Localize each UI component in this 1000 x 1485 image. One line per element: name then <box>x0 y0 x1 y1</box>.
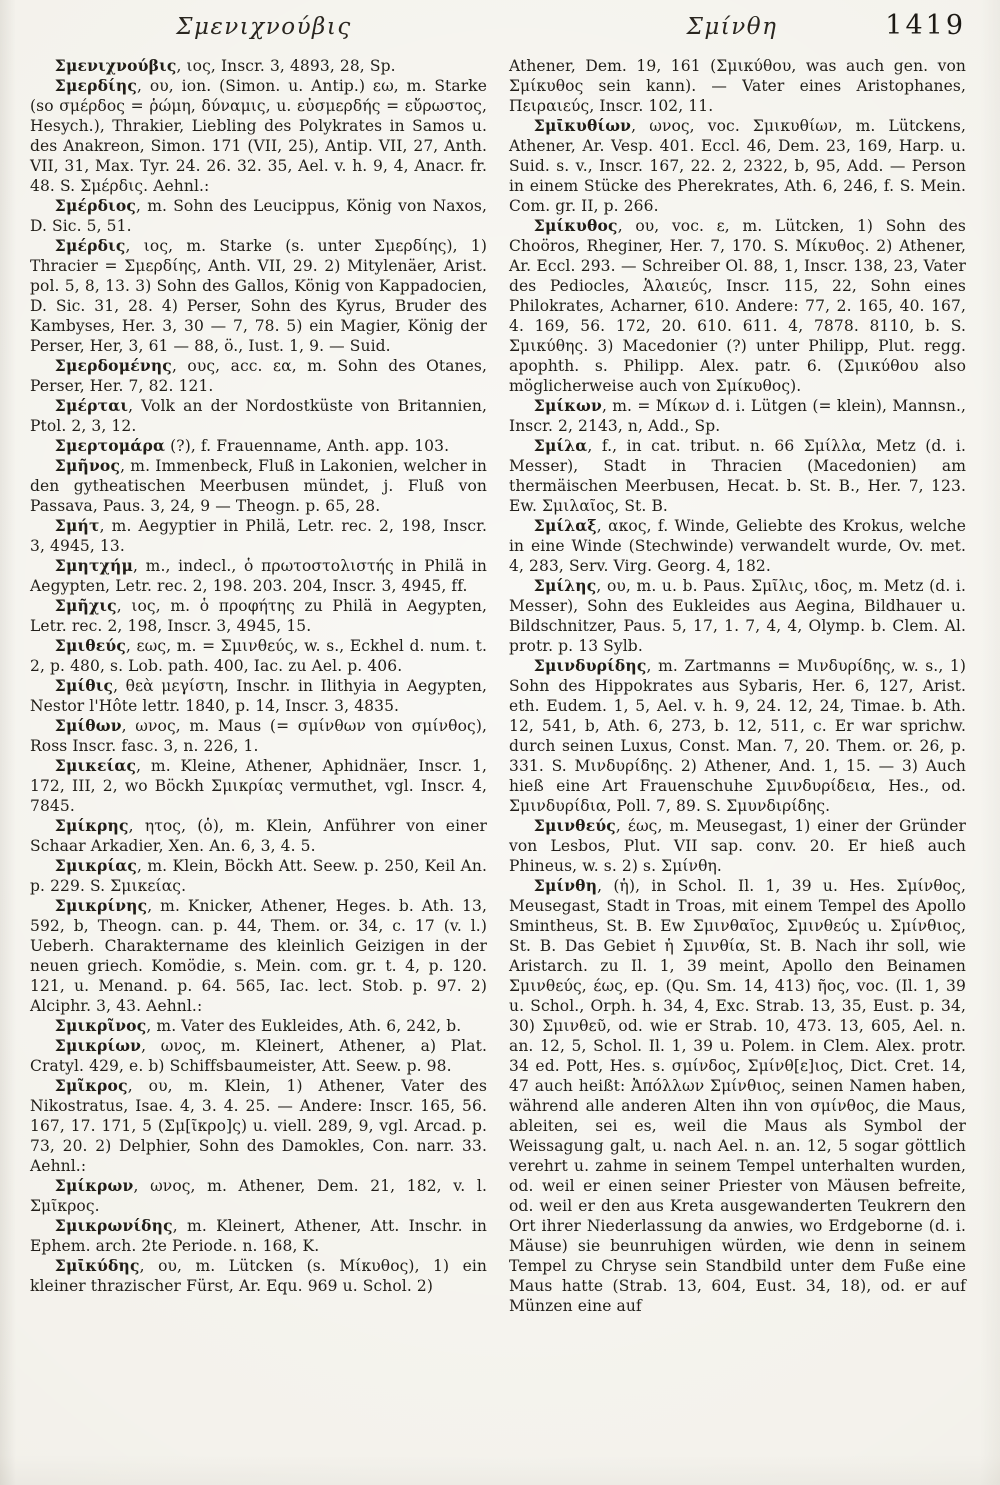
dictionary-entry <box>509 876 966 1316</box>
entry-text: , ακος, f. Winde, Geliebte des Krokus, welche in eine Winde (Stechwinde) verwandelt wurde, Ov. met. 4, 283, Serv. Virg. Georg. 4, 182. <box>509 517 966 575</box>
entry-text: , m. Aegyptier in Philä, Letr. rec. 2, 198, Inscr. 3, 4945, 13. <box>30 517 487 555</box>
entry-headword: Σμίλης <box>533 576 597 595</box>
entry-text: , m. Vater des Eukleides, Ath. 6, 242, b. <box>146 1017 462 1035</box>
entry-text: , ου, m. Klein, 1) Athener, Vater des Nikostratus, Isae. 4, 3. 4. 25. — Andere: Inscr. 165, 56. 167, 17. 171, 5 (Σμ[ῖκρο]ς) u. viell. 289, 9, vgl. Arcad. p. 73, 20. 2) Delphier, Sohn des Damokles, Con. narr. 33. Aehnl.: <box>30 1077 487 1175</box>
dictionary-entry <box>30 1076 487 1176</box>
entry-headword: Σμητχήμ <box>54 556 134 575</box>
entry-headword: Σμίκρων <box>54 1176 134 1195</box>
entry-headword: Σμίθων <box>54 716 122 735</box>
dictionary-entry <box>30 856 487 896</box>
running-head-left-cell <box>30 14 498 40</box>
running-head-left-keyword: Σμενιχνούβις <box>176 14 352 40</box>
dictionary-entry <box>30 1256 487 1296</box>
entry-headword: Σμέρδιος <box>54 196 137 215</box>
right-column <box>509 56 966 1316</box>
entry-text: , m. Knicker, Athener, Heges. b. Ath. 13, 592, b, Theogn. can. p. 44, Them. or. 34, c. 17 (v. l.) Ueberh. Charaktername des kleinlich Geizigen in der neuen griech. Komödie, s. Mein. com. gr. t. 4, p. 120. 121, u. Menand. p. 64. 565, Iac. lect. Stob. p. 97. 2) Alciphr. 3, 43. Aehnl.: <box>30 897 487 1015</box>
entry-headword: Σμίκων <box>533 396 602 415</box>
dictionary-entry <box>30 556 487 596</box>
entry-text: , m., indecl., ὁ πρωτοστολιστής in Philä in Aegypten, Letr. rec. 2, 198. 203. 204, Inscr. 3, 4945, ff. <box>30 557 487 595</box>
entry-text: , ου, m. u. b. Paus. Σμῖλις, ιδος, m. Metz (d. i. Messer), Sohn des Eukleides aus Aegina, Bildhauer u. Bildschnitzer, Paus. 5, 17, 1. 7, 4, 4, Olymp. b. Clem. Al. protr. p. 13 Sylb. <box>509 577 966 655</box>
entry-text: , ου, m. Lütcken (s. Μίκυθος), 1) ein kleiner thrazischer Fürst, Ar. Equ. 969 u. Schol. 2) <box>30 1257 487 1295</box>
dictionary-entry <box>30 1176 487 1216</box>
dictionary-entry <box>30 896 487 1016</box>
dictionary-entry <box>30 1216 487 1256</box>
entry-text: , m. Klein, Böckh Att. Seew. p. 250, Keil An. p. 229. S. Σμικείας. <box>30 857 487 895</box>
entry-text: , εως, m. = Σμινθεύς, w. s., Eckhel d. num. t. 2, p. 480, s. Lob. path. 400, Iac. zu Ael. p. 406. <box>30 637 487 675</box>
entry-headword: Σμινθεύς <box>533 816 616 835</box>
entry-headword: Σμικρίας <box>54 856 137 875</box>
entry-text: Athener, Dem. 19, 161 (Σμικύθου, was auch gen. von Σμίκυθος sein kann). — Vater eines Aristophanes, Πειραιεύς, Inscr. 102, 11. <box>509 57 966 115</box>
entry-headword: Σμικρίνης <box>54 896 148 915</box>
dictionary-entry <box>30 236 487 356</box>
entry-headword: Σμικείας <box>54 756 137 775</box>
entry-headword: Σμικρῖνος <box>54 1016 147 1035</box>
entry-headword: Σμέρδις <box>54 236 126 255</box>
entry-headword: Σμῆνος <box>54 456 121 475</box>
dictionary-entry <box>30 76 487 196</box>
dictionary-entry <box>30 596 487 636</box>
entry-headword: Σμίθις <box>54 676 114 695</box>
dictionary-entry <box>30 396 487 436</box>
entry-text: , ωνος, m. Maus (= σμίνθων von σμίνθος), Ross Inscr. fasc. 3, n. 226, 1. <box>30 717 487 755</box>
entry-text: , m. Kleine, Athener, Aphidnäer, Inscr. 1, 172, III, 2, wo Böckh Σμικρίας vermuthet, vgl. Inscr. 4, 7845. <box>30 757 487 815</box>
entry-text: , m. = Μίκων d. i. Lütgen (= klein), Mannsn., Inscr. 2, 2143, n, Add., Sp. <box>509 397 966 435</box>
entry-headword: Σμενιχνούβις <box>54 56 177 75</box>
entry-text: , ωνος, m. Kleinert, Athener, a) Plat. Cratyl. 429, e. b) Schiffsbaumeister, Att. Seew. p. 98. <box>30 1037 487 1075</box>
entry-headword: Σμερτομάρα <box>54 436 166 455</box>
dictionary-entry <box>509 576 966 656</box>
entry-text: , ιος, Inscr. 3, 4893, 28, Sp. <box>176 57 396 75</box>
dictionary-entry <box>509 216 966 396</box>
entry-headword: Σμίκυθος <box>533 216 618 235</box>
entry-text: , f., in cat. tribut. n. 66 Σμίλλα, Metz (d. i. Messer), Stadt in Thracien (Macedonien) am thermäischen Meerbusen, Hecat. b. St. B., Her. 7, 123. Ew. Σμιλαῖος, St. B. <box>509 437 966 515</box>
text-columns <box>0 44 1000 1316</box>
entry-text: , ου, ion. (Simon. u. Antip.) εω, m. Starke (so σμέρδος = ῥώμη, δύναμις, u. εὐσμερδής = εὔρωστος, Hesych.), Thrakier, Liebling des Polykrates in Samos u. des Anakreon, Simon. 171 (VII, 25), Antip. VII, 27, Anth. VII, 31, Max. Tyr. 24. 26. 32. 35, Ael. v. h. 9, 4, Anacr. fr. 48. S. Σμέρδις. Aehnl.: <box>30 77 487 195</box>
entry-headword: Σμίλα <box>533 436 588 455</box>
dictionary-entry <box>509 816 966 876</box>
entry-headword: Σμίλαξ <box>533 516 597 535</box>
left-column <box>30 56 487 1316</box>
dictionary-entry <box>509 56 966 116</box>
dictionary-entry <box>30 676 487 716</box>
dictionary-entry <box>509 116 966 216</box>
entry-text: , ητος, (ὁ), m. Klein, Anführer von einer Schaar Arkadier, Xen. An. 6, 3, 4. 5. <box>30 817 487 855</box>
dictionary-entry <box>30 1016 487 1036</box>
dictionary-entry <box>30 436 487 456</box>
dictionary-entry <box>30 196 487 236</box>
entry-headword: Σμερδίης <box>54 76 137 95</box>
running-head-right-cell <box>498 10 966 41</box>
entry-text: , (ἡ), in Schol. Il. 1, 39 u. Hes. Σμίνθος, Meusegast, Stadt in Troas, mit einem Tempel des Apollo Smintheus, St. B. Ew Σμινθαῖος, Σμινθεύς u. Σμίνθιος, St. B. Das Gebiet ἡ Σμινθία, St. B. Nach ihr soll, wie Aristarch. zu Il. 1, 39 meint, Apollo den Beinamen Σμινθεύς, έως, ep. (Qu. Sm. 14, 413) ῆος, voc. (Il. 1, 39 u. Schol., Orph. h. 34, 4, Exc. Strab. 13, 35, Eust. p. 34, 30) Σμινθεῦ, od. wie er Strab. 10, 473. 13, 605, Ael. n. an. 12, 5, Schol. Il. 1, 39 u. Polem. in Clem. Alex. protr. 34 ed. Pott, Hes. s. σμίνδος, Σμίνθ[ε]ιος, Dict. Cret. 14, 47 auch heißt: Ἀπόλλων Σμίνθιος, seinen Namen haben, während alle anderen Alten ihn von σμίνθος, die Maus, ableiten, sei es, weil die Maus als Symbol der Weissagung galt, u. nach Ael. n. an. 12, 5 sogar göttlich verehrt u. zahme in seinem Tempel unterhalten wurden, od. weil er einen seiner Priester von Mäusen befreite, od. weil er den aus Kreta ausgewanderten Teukrern den Ort ihrer Niederlassung da anwies, wo Erdgeborne (d. i. Mäuse) sie beunruhigen würden, wie denn in seinem Tempel zu Chryse sein Standbild unter dem Fuße eine Maus hatte (Strab. 13, 604, Eust. 34, 18), od. er auf Münzen eine auf <box>509 877 966 1315</box>
running-header <box>0 0 1000 44</box>
dictionary-entry <box>30 636 487 676</box>
entry-text: , ιος, m. ὁ προφήτης zu Philä in Aegypten, Letr. rec. 2, 198, Inscr. 3, 4945, 15. <box>30 597 487 635</box>
entry-headword: Σμινδυρίδης <box>533 656 647 675</box>
entry-text: , θεὰ μεγίστη, Inschr. in Ilithyia in Aegypten, Nestor l'Hôte lettr. 1840, p. 14, Inscr. 3, 4835. <box>30 677 487 715</box>
entry-headword: Σμῖκρος <box>54 1076 128 1095</box>
dictionary-entry <box>30 1036 487 1076</box>
entry-text: , m. Sohn des Leucippus, König von Naxos, D. Sic. 5, 51. <box>30 197 487 235</box>
entry-text: , ωνος, voc. Σμικυθίων, m. Lütckens, Athener, Ar. Vesp. 401. Eccl. 46, Dem. 23, 169, Harp. u. Suid. s. v., Inscr. 167, 22. 2, 2322, b, 95, Add. — Person in einem Stücke des Pherekrates, Ath. 6, 246, f. S. Mein. Com. gr. II, p. 266. <box>509 117 966 215</box>
entry-headword: Σμίνθη <box>533 876 598 895</box>
dictionary-entry <box>509 656 966 816</box>
dictionary-entry <box>30 456 487 516</box>
entry-text: , m. Immenbeck, Fluß in Lakonien, welcher in den gytheatischen Meerbusen mündet, j. Fluß von Passava, Paus. 3, 24, 9 — Theogn. p. 65, 28. <box>30 457 487 515</box>
entry-headword: Σμικρίων <box>54 1036 142 1055</box>
entry-text: , ου, voc. ε, m. Lütcken, 1) Sohn des Choöros, Rheginer, Her. 7, 170. S. Μίκυθος. 2) Athener, Ar. Eccl. 293. — Schreiber Ol. 88, 1, Inscr. 138, 23, Vater des Pediocles, Ἁλαιεύς, Inscr. 115, 22, Sohn eines Philokrates, Acharner, 610. Andere: 77, 2. 165, 40. 167, 4. 169, 56. 172, 20. 610. 611. 4, 7878. 8110, b. S. Σμικύθης. 3) Macedonier (?) unter Philipp, Plut. regg. apophth. s. Philipp. Alex. patr. 6. (Σμικύθου also möglicherweise auch von Σμίκυθος). <box>509 217 966 395</box>
entry-headword: Σμίκρης <box>54 816 129 835</box>
entry-headword: Σμιθεύς <box>54 636 126 655</box>
entry-headword: Σμέρται <box>54 396 129 415</box>
dictionary-entry <box>509 436 966 516</box>
entry-text: , ιος, m. Starke (s. unter Σμερδίης), 1) Thracier = Σμερδίης, Anth. VII, 29. 2) Mitylenäer, Arist. pol. 5, 8, 13. 3) Sohn des Gallos, König von Kappadocien, D. Sic. 31, 28. 4) Perser, Sohn des Kyrus, Bruder des Kambyses, Her. 3, 30 — 7, 78. 5) ein Magier, König der Perser, Her, 3, 61 — 88, ö., Iust. 1, 9. — Suid. <box>30 237 487 355</box>
entry-headword: Σμῑκύδης <box>54 1256 140 1275</box>
dictionary-entry <box>30 56 487 76</box>
dictionary-entry <box>30 516 487 556</box>
entry-text: , Volk an der Nordostküste von Britannien, Ptol. 2, 3, 12. <box>30 397 487 435</box>
page-number: 1419 <box>885 10 966 41</box>
entry-text: , ωνος, m. Athener, Dem. 21, 182, v. l. Σμῖκρος. <box>30 1177 487 1215</box>
running-head-right-keyword: Σμίνθη <box>686 14 778 40</box>
entry-text: , έως, m. Meusegast, 1) einer der Gründer von Lesbos, Plut. VII sap. conv. 20. Er hieß auch Phineus, w. s. 2) s. Σμίνθη. <box>509 817 966 875</box>
entry-headword: Σμῆχις <box>54 596 117 615</box>
entry-text: , m. Kleinert, Athener, Att. Inschr. in Ephem. arch. 2te Periode. n. 168, K. <box>30 1217 487 1255</box>
dictionary-entry <box>509 396 966 436</box>
dictionary-entry <box>30 716 487 756</box>
dictionary-entry <box>30 356 487 396</box>
dictionary-entry <box>30 816 487 856</box>
entry-text: , ους, acc. εα, m. Sohn des Otanes, Perser, Her. 7, 82. 121. <box>30 357 487 395</box>
dictionary-entry <box>30 756 487 816</box>
entry-headword: Σμῑκυθίων <box>533 116 632 135</box>
dictionary-entry <box>509 516 966 576</box>
entry-text: , m. Zartmanns = Μινδυρίδης, w. s., 1) Sohn des Hippokrates aus Sybaris, Her. 6, 127, Arist. eth. Eudem. 1, 5, Ael. v. h. 9, 24. 12, 24, Timae. b. Ath. 12, 541, b, Ath. 6, 273, b. 12, 511, c. Er war sprichw. durch seinen Luxus, Const. Man. 7, 20. Them. or. 26, p. 331. S. Μινδυρίδης. 2) Athener, And. 1, 15. — 3) Auch hieß eine Art Frauenschuhe Σμινδυρίδεια, Hes., od. Σμινδυρίδια, Poll. 7, 89. S. Σμυνδιρίδης. <box>509 657 966 815</box>
entry-headword: Σμήτ <box>54 516 100 535</box>
entry-text: (?), f. Frauenname, Anth. app. 103. <box>165 437 450 455</box>
entry-headword: Σμερδομένης <box>54 356 172 375</box>
entry-headword: Σμικρωνίδης <box>54 1216 173 1235</box>
